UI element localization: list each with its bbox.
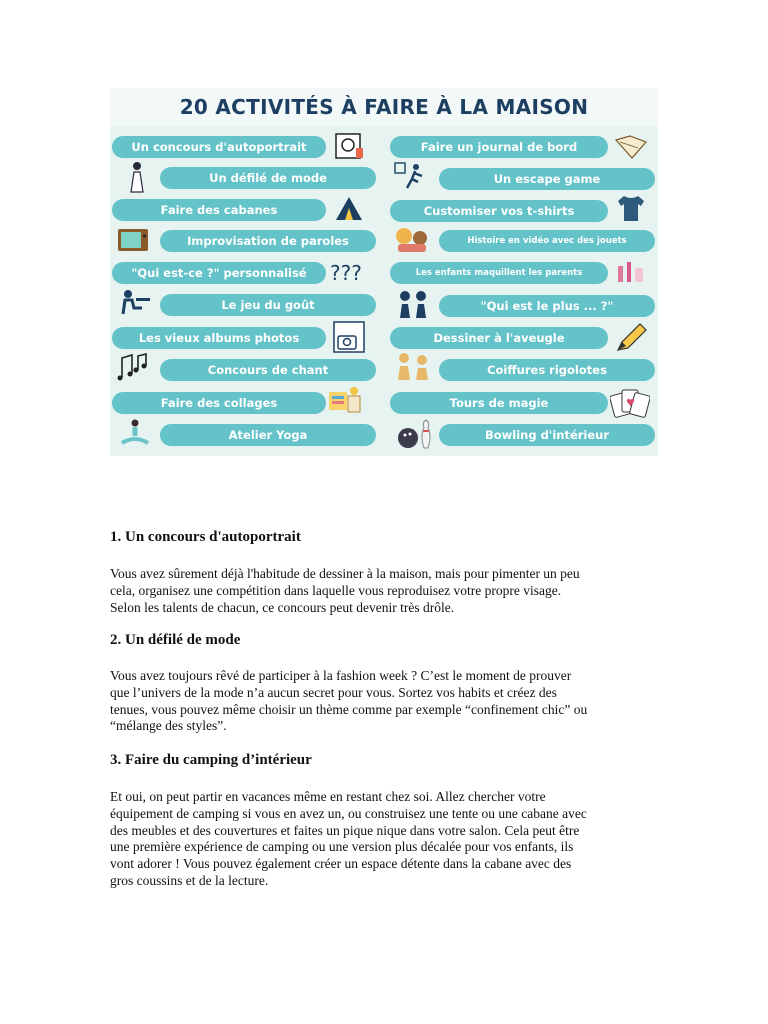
paragraph-line: des meubles et des couvertures et faites un pique nique dans votre salon. Cela peut être xyxy=(110,822,580,838)
toys-icon xyxy=(392,224,426,254)
activity-pill: Le jeu du goût xyxy=(160,294,376,316)
activity-pill: "Qui est-ce ?" personnalisé xyxy=(112,262,326,284)
activity-pill: Les vieux albums photos xyxy=(112,327,326,349)
photo-album-icon xyxy=(332,320,366,354)
paragraph-line: Et oui, on peut partir en vacances même en restant chez soi. Allez chercher votre xyxy=(110,789,546,804)
fashion-model-icon xyxy=(120,160,154,194)
desk-person-icon xyxy=(118,288,152,316)
section-heading: 2. Un défilé de mode xyxy=(110,632,241,648)
bowling-icon xyxy=(396,418,430,450)
paragraph-line: Selon les talents de chacun, ce concours peut devenir très drôle. xyxy=(110,599,455,615)
activity-pill: Faire des cabanes xyxy=(112,199,326,221)
tent-icon xyxy=(332,194,366,222)
paragraph-line: gros coussins et de la lecture. xyxy=(110,872,269,888)
question-marks-icon xyxy=(330,258,364,286)
collage-icon xyxy=(328,386,362,414)
paragraph-line: cela, organisez une compétition dans laquelle vous reproduisez votre propre visage. xyxy=(110,582,562,598)
who-is-icon xyxy=(396,288,430,320)
self-portrait-icon xyxy=(332,132,366,160)
tv-icon xyxy=(116,226,150,254)
makeup-icon xyxy=(614,256,648,284)
notebook-icon xyxy=(614,132,648,162)
paragraph-line: que l’univers de la mode n’a aucun secret pour vous. Sortez vos habits et créez des xyxy=(110,684,557,700)
activities-infographic xyxy=(110,88,658,456)
section-heading: 1. Un concours d'autoportrait xyxy=(110,529,301,545)
svg-text:♥: ♥ xyxy=(626,398,635,409)
paragraph-line: vont adorer ! Vous pouvez également créer un espace détente dans la cabane avec des xyxy=(110,856,572,872)
paragraph-line: Vous avez sûrement déjà l'habitude de dessiner à la maison, mais pour pimenter un peu xyxy=(110,566,580,581)
activity-pill: Bowling d'intérieur xyxy=(439,424,655,446)
activity-pill: Atelier Yoga xyxy=(160,424,376,446)
activity-pill: Faire des collages xyxy=(112,392,326,414)
paragraph-line: tenues, vous pouvez même choisir un thème comme par exemple “confinement chic” ou xyxy=(110,701,588,717)
section-heading: 3. Faire du camping d’intérieur xyxy=(110,752,312,768)
paragraph-line: une première expérience de camping ou une version plus décalée pour vos enfants, ils xyxy=(110,839,574,855)
section-paragraph xyxy=(110,789,660,890)
activity-pill: Improvisation de paroles xyxy=(160,230,376,252)
activity-pill: Un escape game xyxy=(439,168,655,190)
pencil-icon xyxy=(614,322,648,354)
tshirt-icon xyxy=(614,194,648,222)
activity-pill: Dessiner à l'aveugle xyxy=(390,327,608,349)
activity-pill: Concours de chant xyxy=(160,359,376,381)
activity-pill: Customiser vos t-shirts xyxy=(390,200,608,222)
hairdresser-icon xyxy=(394,350,428,384)
infographic-title: 20 ACTIVITÉS À FAIRE À LA MAISON xyxy=(110,88,658,126)
paragraph-line: équipement de camping si vous en avez un, ou construisez une tente ou une cabane avec xyxy=(110,805,587,821)
running-escape-icon xyxy=(394,162,428,190)
activity-pill: Les enfants maquillent les parents xyxy=(390,262,608,284)
paragraph-line: Vous avez toujours rêvé de participer à la fashion week ? C’est le moment de prouver xyxy=(110,668,572,683)
playing-cards-icon xyxy=(610,386,644,420)
activity-pill: Coiffures rigolotes xyxy=(439,359,655,381)
activity-pill: Un concours d'autoportrait xyxy=(112,136,326,158)
paragraph-line: “mélange des styles”. xyxy=(110,718,227,734)
question-marks-text: ??? xyxy=(330,261,362,285)
activity-pill: Tours de magie xyxy=(390,392,608,414)
activity-pill: Histoire en vidéo avec des jouets xyxy=(439,230,655,252)
activity-pill: Un défilé de mode xyxy=(160,167,376,189)
activity-pill: "Qui est le plus ... ?" xyxy=(439,295,655,317)
yoga-icon xyxy=(118,418,152,446)
music-notes-icon xyxy=(116,350,150,384)
section-paragraph xyxy=(110,668,660,735)
activity-pill: Faire un journal de bord xyxy=(390,136,608,158)
section-paragraph xyxy=(110,566,660,616)
